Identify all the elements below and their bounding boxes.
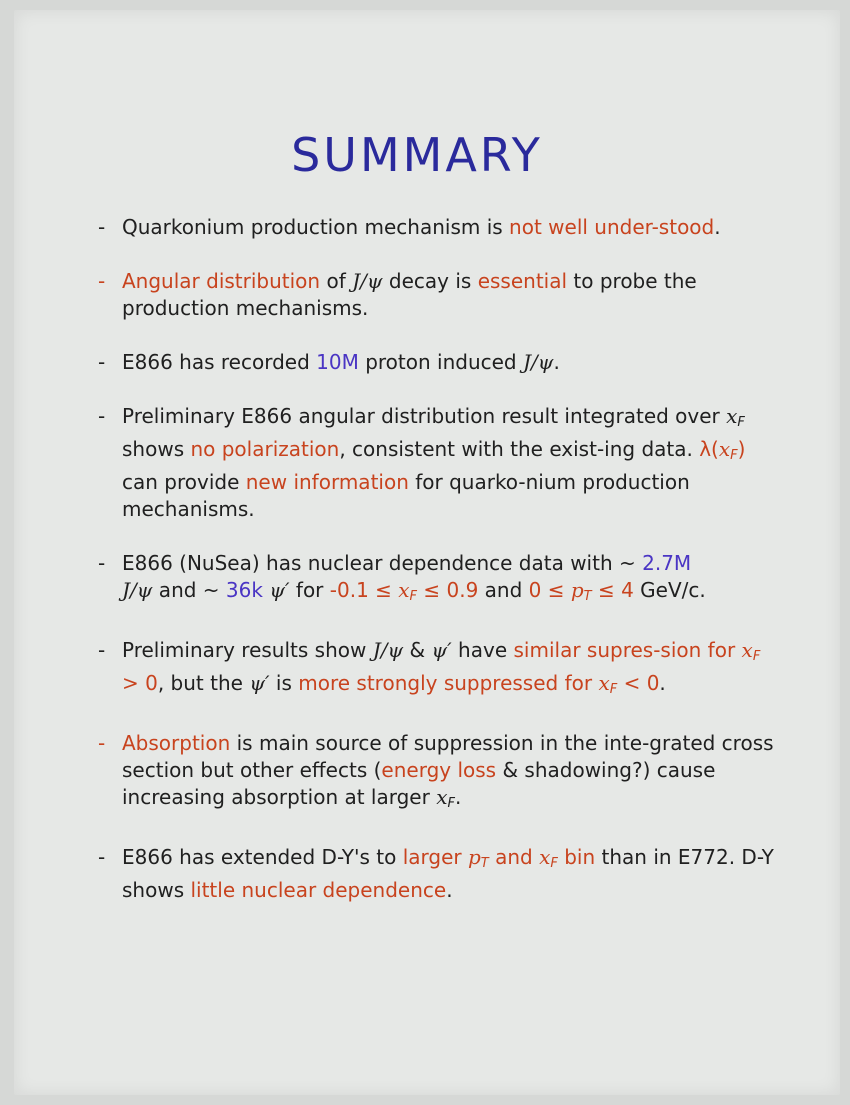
- highlight-number: 36k: [225, 578, 263, 602]
- bullet-dash: -: [98, 404, 106, 428]
- math-symbol: J/ψ: [122, 578, 153, 602]
- slide: [14, 10, 840, 1095]
- math-symbol: x: [598, 671, 610, 695]
- text: E866 has recorded: [122, 350, 317, 374]
- slide-title: SUMMARY: [291, 128, 543, 182]
- text: E866 (NuSea) has nuclear dependence data with ~: [122, 551, 643, 575]
- highlight-text: > 0: [122, 671, 158, 695]
- text: E866 has extended D-Y's to: [122, 845, 403, 869]
- highlight-text: < 0: [617, 671, 660, 695]
- highlight-text: λ(: [699, 437, 719, 461]
- math-subscript: F: [730, 448, 738, 463]
- math-subscript: T: [480, 856, 489, 871]
- math-symbol: J/ψ: [352, 269, 383, 293]
- highlight-number: 10M: [316, 350, 359, 374]
- bullet-dash: -: [98, 731, 106, 755]
- math-symbol: x: [539, 845, 551, 869]
- highlight-text: not well under-stood: [509, 215, 715, 239]
- highlight-number: 2.7M: [642, 551, 692, 575]
- math-symbol: ψ′: [249, 671, 270, 695]
- text: proton induced: [358, 350, 523, 374]
- highlight-text: ≤ 0.9: [417, 578, 479, 602]
- summary-item-preliminary-results: [98, 637, 778, 703]
- text: .: [446, 878, 453, 902]
- text: &: [403, 638, 432, 662]
- summary-item-recorded: [98, 349, 778, 376]
- math-symbol: x: [741, 638, 753, 662]
- text: is main source of suppression in the inte-grated cross section but other effects (: [122, 731, 774, 782]
- highlight-text: -0.1 ≤: [329, 578, 399, 602]
- summary-item-nuclear-dependence: [98, 550, 778, 610]
- math-subscript: F: [409, 589, 418, 604]
- math-subscript: T: [583, 589, 592, 604]
- text: Preliminary results show: [122, 638, 373, 662]
- text: and: [478, 578, 529, 602]
- text: , consistent with the exist-ing data.: [339, 437, 700, 461]
- highlight-text: more strongly suppressed for: [298, 671, 599, 695]
- text: to probe the production mechanisms.: [122, 269, 697, 320]
- summary-item-absorption: [98, 730, 778, 817]
- summary-item-preliminary-angular: [98, 403, 778, 523]
- text: have: [451, 638, 514, 662]
- bullet-dash: -: [98, 269, 106, 293]
- text: for quarko-nium production mechanisms.: [122, 470, 690, 521]
- text: .: [659, 671, 666, 695]
- summary-list: [98, 214, 778, 931]
- highlight-text: no polarization: [190, 437, 340, 461]
- bullet-dash: -: [98, 551, 106, 575]
- text: than in E772. D-Y shows: [122, 845, 774, 902]
- highlight-text: essential: [477, 269, 568, 293]
- math-subscript: F: [447, 796, 455, 811]
- bullet-dash: -: [98, 350, 106, 374]
- math-subscript: F: [609, 682, 618, 697]
- summary-item-drell-yan: [98, 844, 778, 904]
- math-symbol: ψ′: [269, 578, 290, 602]
- bullet-dash: -: [98, 845, 106, 869]
- text: .: [553, 350, 560, 374]
- highlight-text: and: [488, 845, 540, 869]
- math-symbol: p: [570, 578, 584, 602]
- text: .: [454, 785, 462, 809]
- math-symbol: ψ′: [431, 638, 452, 662]
- highlight-text: similar supres-sion for: [513, 638, 742, 662]
- bullet-dash: -: [98, 638, 106, 662]
- text: for: [289, 578, 330, 602]
- text: .: [714, 215, 721, 239]
- text: & shadowing?) cause increasing absorption at larger: [122, 758, 716, 809]
- summary-item-quarkonium: [98, 214, 778, 241]
- math-symbol: J/ψ: [372, 638, 404, 662]
- bullet-dash: -: [98, 215, 106, 239]
- math-symbol: x: [436, 785, 448, 809]
- math-subscript: F: [752, 649, 761, 664]
- highlight-text: Absorption: [122, 731, 231, 755]
- highlight-text: ): [737, 437, 746, 461]
- highlight-text: Angular distribution: [122, 269, 321, 293]
- math-subscript: F: [550, 856, 558, 871]
- text: is: [269, 671, 299, 695]
- math-symbol: x: [726, 404, 738, 428]
- math-symbol: x: [718, 437, 731, 461]
- highlight-text: ≤ 4: [591, 578, 634, 602]
- text: can provide: [122, 470, 246, 494]
- math-symbol: p: [467, 845, 481, 869]
- summary-item-angular-distribution: [98, 268, 778, 322]
- text: GeV/c.: [633, 578, 706, 602]
- text: decay is: [382, 269, 478, 293]
- highlight-text: new information: [245, 470, 409, 494]
- math-symbol: J/ψ: [522, 350, 554, 374]
- text: Quarkonium production mechanism is: [122, 215, 510, 239]
- text: of: [320, 269, 353, 293]
- highlight-text: larger: [402, 845, 468, 869]
- text: Preliminary E866 angular distribution result integrated over: [122, 404, 727, 428]
- text: and ~: [152, 578, 226, 602]
- highlight-text: energy loss: [381, 758, 497, 782]
- math-symbol: x: [398, 578, 410, 602]
- highlight-text: 0 ≤: [528, 578, 571, 602]
- text: , but the: [157, 671, 250, 695]
- highlight-text: little nuclear dependence: [190, 878, 447, 902]
- highlight-text: bin: [557, 845, 596, 869]
- text: shows: [122, 437, 191, 461]
- math-subscript: F: [737, 415, 745, 430]
